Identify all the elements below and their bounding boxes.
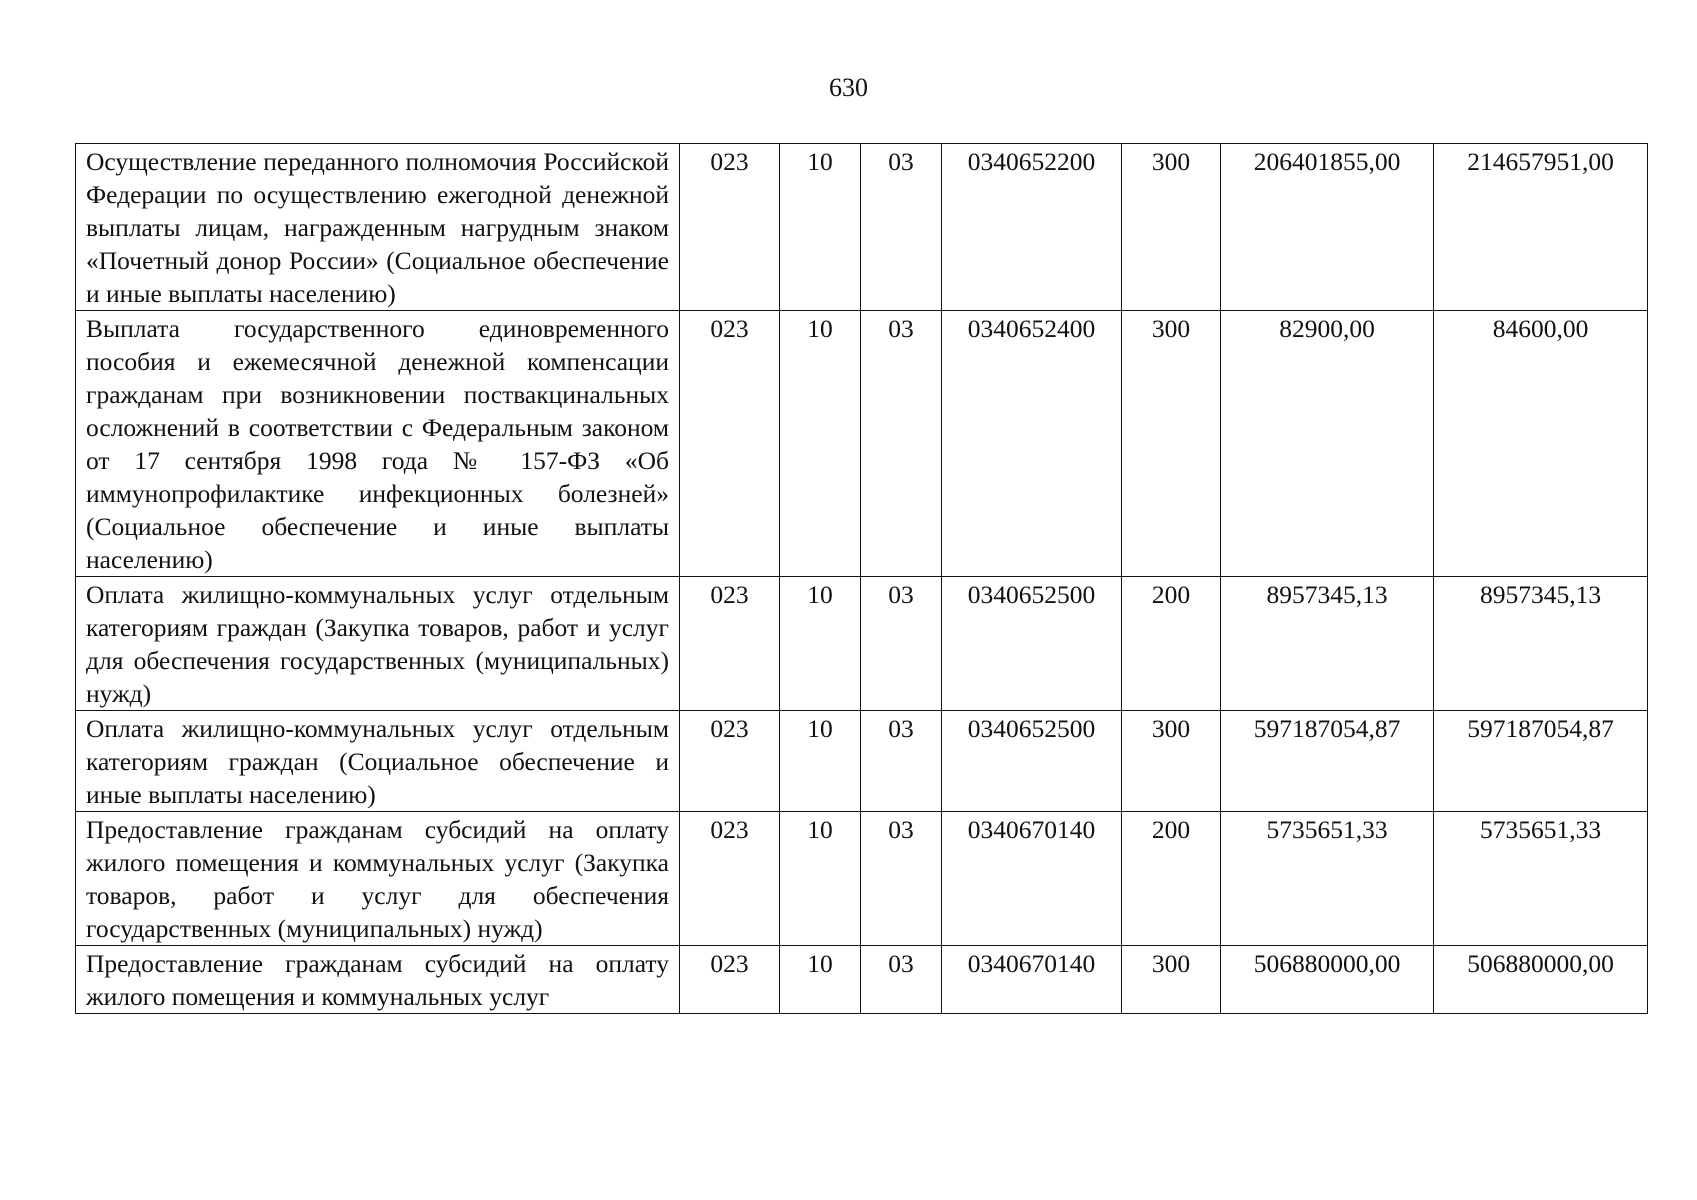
section-code: 10: [780, 711, 861, 812]
amount-year2: 597187054,87: [1434, 711, 1648, 812]
row-description: Предоставление гражданам субсидий на оплату жилого помещения и коммунальных услуг (Закупка товаров, работ и услуг для обеспечения государственных (муниципальных) нужд): [76, 812, 680, 946]
row-description: Оплата жилищно-коммунальных услуг отдельным категориям граждан (Закупка товаров, работ и услуг для обеспечения государственных (муниципальных) нужд): [76, 577, 680, 711]
ministry-code: 023: [680, 711, 780, 812]
expense-type-code: 200: [1122, 577, 1221, 711]
row-description: [76, 946, 680, 1014]
amount-year2: 8957345,13: [1434, 577, 1648, 711]
section-code: 10: [780, 311, 861, 577]
row-description: Осуществление переданного полномочия Российской Федерации по осуществлению ежегодной денежной выплаты лицам, награжденным нагрудным знаком «Почетный донор России» (Социальное обеспечение и иные выплаты населению): [76, 144, 680, 311]
row-description-text: Предоставление гражданам субсидий на оплату жилого помещения и коммунальных услуг: [86, 949, 669, 1011]
target-article-code: 0340652500: [942, 711, 1122, 812]
section-code: 10: [780, 577, 861, 711]
amount-year1: 506880000,00: [1221, 946, 1434, 1014]
target-article-code: 0340670140: [942, 946, 1122, 1014]
subsection-code: 03: [861, 311, 942, 577]
subsection-code: 03: [861, 812, 942, 946]
subsection-code: 03: [861, 577, 942, 711]
section-code: 10: [780, 812, 861, 946]
amount-year2: 214657951,00: [1434, 144, 1648, 311]
section-code: 10: [780, 144, 861, 311]
target-article-code: 0340652500: [942, 577, 1122, 711]
ministry-code: 023: [680, 144, 780, 311]
ministry-code: 023: [680, 311, 780, 577]
expense-type-code: 300: [1122, 311, 1221, 577]
table-row: [76, 311, 1648, 577]
ministry-code: 023: [680, 946, 780, 1014]
table-row: [76, 577, 1648, 711]
subsection-code: 03: [861, 144, 942, 311]
table-row: [76, 711, 1648, 812]
target-article-code: 0340670140: [942, 812, 1122, 946]
amount-year2: 5735651,33: [1434, 812, 1648, 946]
row-description: Оплата жилищно-коммунальных услуг отдельным категориям граждан (Социальное обеспечение и иные выплаты населению): [76, 711, 680, 812]
amount-year1: 8957345,13: [1221, 577, 1434, 711]
amount-year1: 597187054,87: [1221, 711, 1434, 812]
table-row: [76, 946, 1648, 1014]
page-number: 630: [829, 73, 868, 102]
budget-table: [75, 143, 1648, 1014]
expense-type-code: 300: [1122, 946, 1221, 1014]
section-code: 10: [780, 946, 861, 1014]
subsection-code: 03: [861, 946, 942, 1014]
amount-year1: 206401855,00: [1221, 144, 1434, 311]
expense-type-code: 200: [1122, 812, 1221, 946]
expense-type-code: 300: [1122, 144, 1221, 311]
table-row: [76, 812, 1648, 946]
target-article-code: 0340652200: [942, 144, 1122, 311]
expense-type-code: 300: [1122, 711, 1221, 812]
amount-year1: 82900,00: [1221, 311, 1434, 577]
amount-year1: 5735651,33: [1221, 812, 1434, 946]
amount-year2: 506880000,00: [1434, 946, 1648, 1014]
row-description: Выплата государственного единовременного пособия и ежемесячной денежной компенсации гражданам при возникновении поствакцинальных осложнений в соответствии с Федеральным законом от 17 сентября 1998 года № 157-ФЗ «Об иммунопрофилактике инфекционных болезней» (Социальное обеспечение и иные выплаты населению): [76, 311, 680, 577]
table-row: [76, 144, 1648, 311]
amount-year2: 84600,00: [1434, 311, 1648, 577]
ministry-code: 023: [680, 812, 780, 946]
target-article-code: 0340652400: [942, 311, 1122, 577]
ministry-code: 023: [680, 577, 780, 711]
subsection-code: 03: [861, 711, 942, 812]
